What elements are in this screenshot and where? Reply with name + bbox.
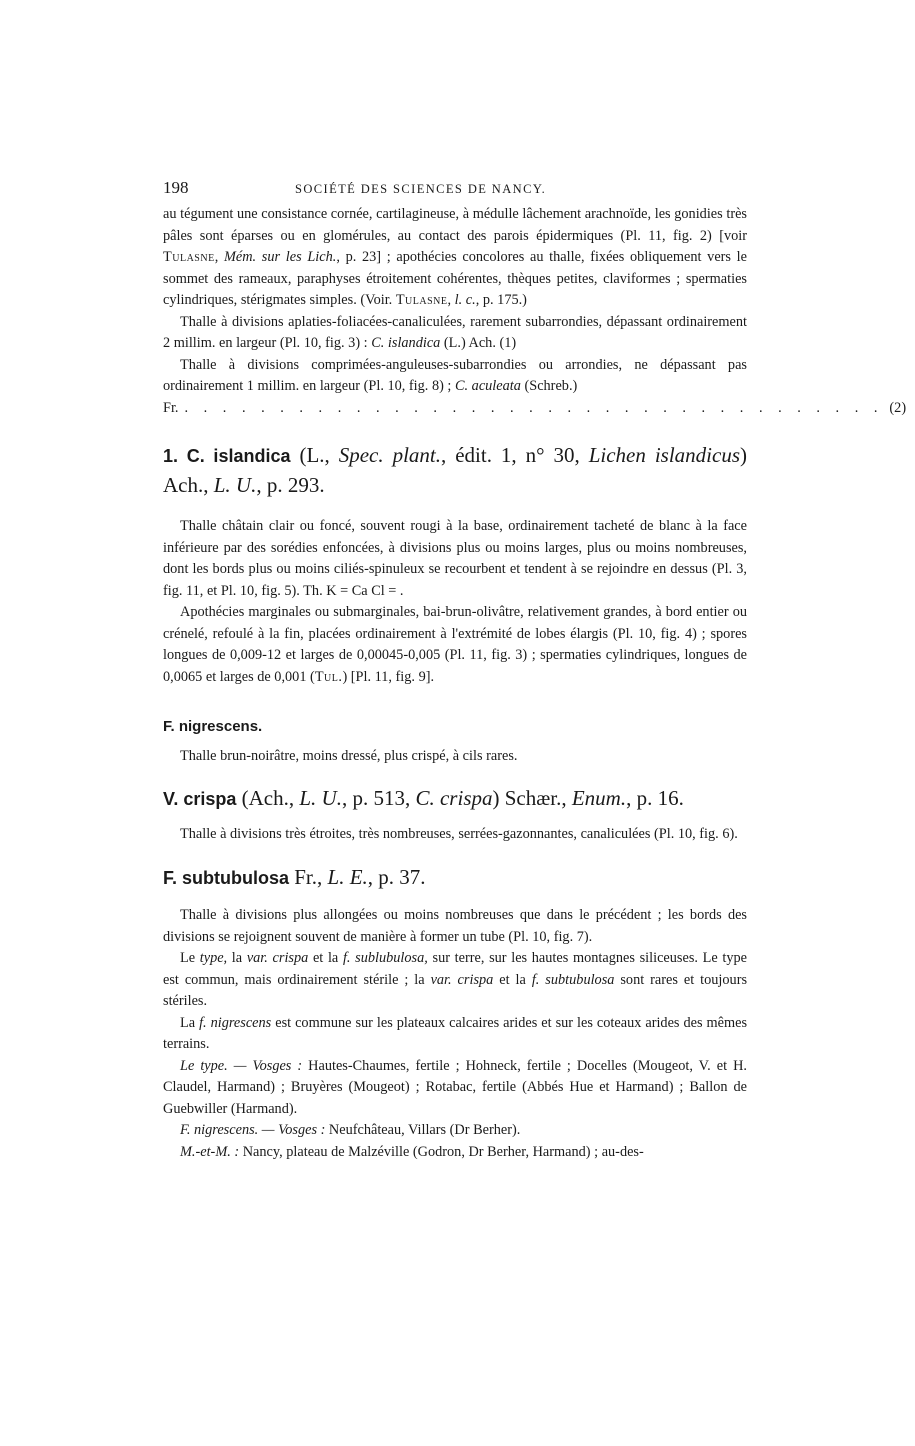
running-title: SOCIÉTÉ DES SCIENCES DE NANCY.: [295, 182, 547, 196]
form-heading-subtubulosa: F. subtubulosa Fr., L. E., p. 37.: [163, 865, 426, 889]
paragraph: La f. nigrescens est commune sur les plateaux calcaires arides et sur les coteaux arides des mêmes terrains.: [163, 1014, 748, 1052]
page-number: 198: [163, 178, 189, 197]
paragraph: Thalle à divisions très étroites, très nombreuses, serrées-gazonnantes, canaliculées (Pl. 10, fig. 6).: [180, 825, 738, 842]
key-entry-2-leader: Fr. . . . . . . . . . . . . . . . . . . . . . . . . . . . . . . . . . . . . . (2): [163, 399, 907, 416]
paragraph: Le type. — Vosges : Hautes-Chaumes, fertile ; Hohneck, fertile ; Docelles (Mougeot, V. et H. Claudel, Harmand) ; Bruyères (Mougeot) ; Rotabac, fertile (Abbés Hue et Harmand) ; Ballon de Guebwiller (Harmand).: [163, 1057, 747, 1117]
paragraph: Thalle à divisions plus allongées ou moins nombreuses que dans le précédent ; les bords des divisions se rejoignent souvent de manière à former un tube (Pl. 10, fig. 7).: [163, 907, 747, 945]
page: [163, 178, 907, 1163]
paragraph: Apothécies marginales ou submarginales, bai-brun-olivâtre, relativement grandes, à bord entier ou crénelé, refoulé à la fin, placées ordinairement à l'extrémité de lobes élargis (Pl. 10, fig. 4) ; spores longues de 0,009-12 et larges de 0,00045-0,005 (Pl. 11, fig. 3) ; spermaties cylindriques, longues de 0,0065 et larges de 0,001 (Tul.) [Pl. 11, fig. 9].: [163, 604, 747, 685]
paragraph: Thalle brun-noirâtre, moins dressé, plus crispé, à cils rares.: [180, 748, 518, 764]
form-heading-nigrescens: F. nigrescens.: [163, 718, 263, 735]
paragraph: F. nigrescens. — Vosges : Neufchâteau, Villars (Dr Berher).: [180, 1122, 521, 1138]
variety-heading-crispa: V. crispa (Ach., L. U., p. 513, C. crispa) Schær., Enum., p. 16.: [163, 785, 684, 810]
key-entry-1: Thalle à divisions aplaties-foliacées-canaliculées, rarement subarrondies, dépassant ordinairement 2 millim. en largeur (Pl. 10, fig. 3) : C. islandica (L.) Ach. (1): [163, 313, 747, 351]
species-heading-islandica: 1. C. islandica (L., Spec. plant., édit. 1, n° 30, Lichen islandicus) Ach., L. U., p. 293.: [163, 443, 748, 497]
paragraph: Le type, la var. crispa et la f. sublubulosa, sur terre, sur les hautes montagnes siliceuses. Le type est commun, mais ordinairement stérile ; la var. crispa et la f. subtubulosa sont rares et toujours stériles.: [163, 950, 748, 1009]
page-header: [163, 178, 747, 204]
paragraph: Thalle châtain clair ou foncé, souvent rougi à la base, ordinairement tacheté de blanc à la face inférieure par des sorédies enfoncées, à divisions plus ou moins larges, plus ou moins nombreuses, dont les bords plus ou moins ciliés-spinuleux se recourbent et tendent à se rejoindre en dessus (Pl. 3, fig. 11, et Pl. 10, fig. 5). Th. K = Ca Cl = .: [163, 518, 747, 599]
key-entry-2: Thalle à divisions comprimées-anguleuses-subarrondies ou arrondies, ne dépassant pas ordinairement 1 millim. en largeur (Pl. 10, fig. 8) ; C. aculeata (Schreb.): [163, 356, 747, 394]
paragraph: M.-et-M. : Nancy, plateau de Malzéville (Godron, Dr Berher, Harmand) ; au-des-: [180, 1143, 644, 1160]
paragraph: au tégument une consistance cornée, cartilagineuse, à médulle lâchement arachnoïde, les gonidies très pâles sont éparses ou en glomérules, au contact des parois épidermiques (Pl. 11, fig. 2) [voir Tulasne, Mém. sur les Lich., p. 23] ; apothécies concolores au thalle, fixées obliquement vers le sommet des rameaux, paraphyses étroitement cohérentes, thèques petites, claviformes ; spermaties cylindriques, stérigmates simples. (Voir. Tulasne, l. c., p. 175.): [163, 206, 747, 308]
